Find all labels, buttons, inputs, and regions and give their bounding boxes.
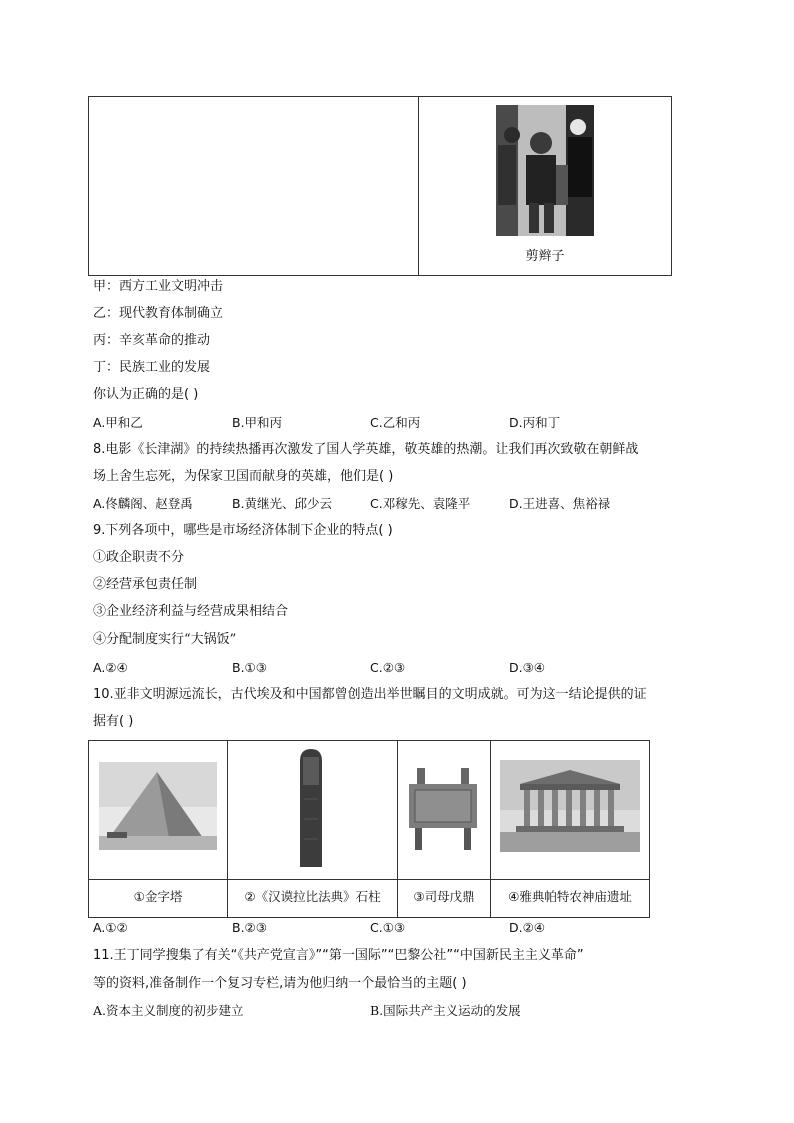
q9-item-2: ②经营承包责任制 <box>93 577 198 592</box>
q10-stem-line1: 10.亚非文明源远流长，古代埃及和中国都曾创造出举世瞩目的文明成就。可为这一结论提供的证 <box>93 687 647 702</box>
q7-option-d: D.丙和丁 <box>509 415 561 430</box>
simuwu-ding-image <box>407 768 479 850</box>
q7-option-b: B.甲和丙 <box>232 415 283 430</box>
parthenon-image <box>500 760 640 852</box>
q9-option-b: B.①③ <box>232 660 267 675</box>
q9-stem: 9.下列各项中，哪些是市场经济体制下企业的特点( ) <box>93 523 393 538</box>
q9-option-c: C.②③ <box>370 660 406 675</box>
q11-option-b: B.国际共产主义运动的发展 <box>370 1003 521 1018</box>
q9-item-4: ④分配制度实行“大锅饭” <box>93 632 237 647</box>
q7-item-4: 丁：民族工业的发展 <box>93 360 211 375</box>
q8-option-b: B.黄继光、邱少云 <box>232 496 333 511</box>
q7-prompt: 你认为正确的是( ) <box>93 387 199 402</box>
q8-stem-line2: 场上舍生忘死，为保家卫国而献身的英雄，他们是( ) <box>93 469 394 484</box>
q7-item-2: 乙：现代教育体制确立 <box>93 306 224 321</box>
table-divider <box>89 879 649 880</box>
queue-cutting-photo <box>496 105 594 236</box>
pyramid-image <box>99 762 217 850</box>
q9-option-d: D.③④ <box>509 660 546 675</box>
q10-option-b: B.②③ <box>232 920 267 935</box>
q10-option-d: D.②④ <box>509 920 546 935</box>
q11-option-a: A.资本主义制度的初步建立 <box>93 1003 244 1018</box>
q7-option-c: C.乙和丙 <box>370 415 421 430</box>
table-divider <box>418 97 419 275</box>
q7-image-table <box>88 96 672 276</box>
hammurabi-stele-image <box>296 749 326 867</box>
q9-option-a: A.②④ <box>93 660 128 675</box>
q10-option-a: A.①② <box>93 920 128 935</box>
q10-option-c: C.①③ <box>370 920 406 935</box>
q7-item-3: 丙：辛亥革命的推动 <box>93 333 211 348</box>
q7-option-a: A.甲和乙 <box>93 415 143 430</box>
q9-item-1: ①政企职责不分 <box>93 550 185 565</box>
q11-stem-line1: 11.王丁同学搜集了有关“《共产党宣言》”“第一国际”“巴黎公社”“中国新民主主义革命” <box>93 948 584 963</box>
caption-ding: ③司母戊鼎 <box>413 889 475 904</box>
q10-stem-line2: 据有( ) <box>93 714 134 729</box>
q11-stem-line2: 等的资料,准备制作一个复习专栏,请为他归纳一个最恰当的主题( ) <box>93 976 467 991</box>
q9-item-3: ③企业经济利益与经营成果相结合 <box>93 604 289 619</box>
q8-option-c: C.邓稼先、袁隆平 <box>370 496 471 511</box>
q8-option-d: D.王进喜、焦裕禄 <box>509 496 611 511</box>
caption-stele: ②《汉谟拉比法典》石柱 <box>244 889 381 904</box>
q7-item-1: 甲：西方工业文明冲击 <box>93 279 224 294</box>
photo-caption: 剪辫子 <box>525 249 565 264</box>
q10-image-table <box>88 740 650 918</box>
caption-parthenon: ④雅典帕特农神庙遗址 <box>508 889 632 904</box>
caption-pyramid: ①金字塔 <box>133 889 183 904</box>
q8-stem-line1: 8.电影《长津湖》的持续热播再次激发了国人学英雄，敬英雄的热潮。让我们再次致敬在朝鲜战 <box>93 442 639 457</box>
q8-option-a: A.佟麟阁、赵登禹 <box>93 496 193 511</box>
